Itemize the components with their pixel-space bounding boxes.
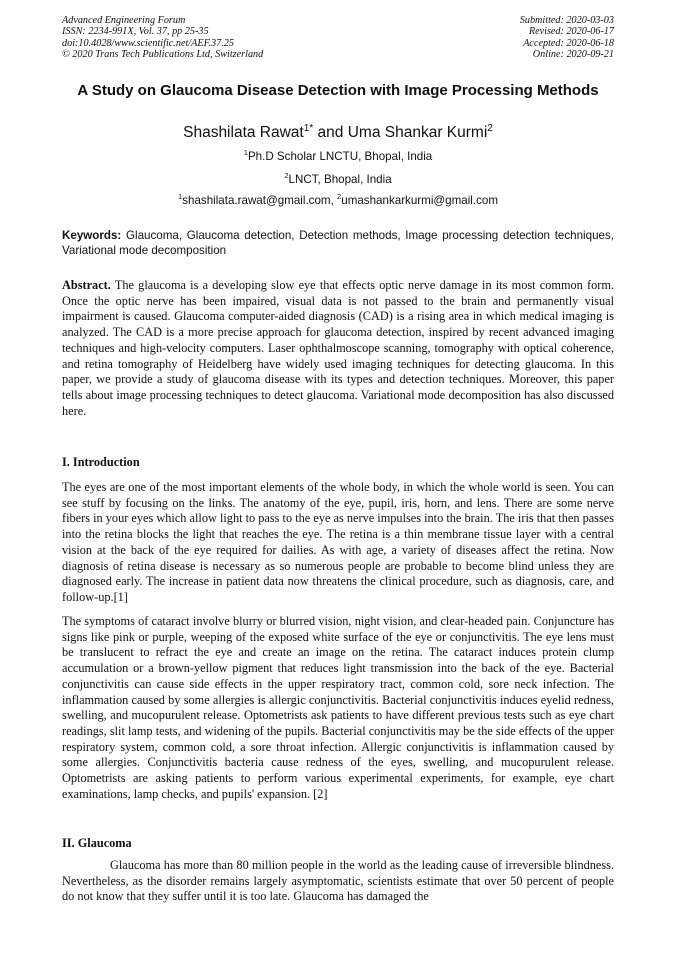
paper-title: A Study on Glaucoma Disease Detection with Image Processing Methods [77, 82, 599, 99]
submitted-date: Submitted: 2020-03-03 [519, 15, 614, 26]
online-date: Online: 2020-09-21 [532, 49, 614, 61]
email-2-marker: 2 [337, 192, 342, 202]
copyright-line: © 2020 Trans Tech Publications Ltd, Switzerland [62, 49, 264, 61]
affiliation-1-marker: 1 [243, 148, 248, 158]
affiliation-1 [62, 150, 614, 164]
affiliation-1-text: Ph.D Scholar LNCTU, Bhopal, India [247, 150, 433, 163]
email-line [62, 194, 614, 208]
affiliation-2-text: LNCT, Bhopal, India [288, 173, 392, 186]
keywords-label: Keywords: [62, 229, 122, 242]
journal-header-left [62, 15, 263, 61]
introduction-paragraph-2: The symptoms of cataract involve blurry or blurred vision, night vision, and clear-headed pain. Conjuncture has signs like pink or purple, weeping of the exposed white surface of the eye or conjunctivitis. The eye lens must be translucent to refract the eye and create an image on the retina. The cataract induces protein clump accumulation or a brown-yellow pigment that reduces light transmission into the back of the eye. Bacterial conjunctivitis can cause side effects in the upper respiratory tract, common cold, sore neck infection. The inflammation caused by some allergies is allergic conjunctivitis. Bacterial conjunctivitis induces eyelid redness, swelling, and mucopurulent release. Optometrists ask patients to have different previous tests such as eye chart readings, slit lamp tests, and widening of the pupils. Bacterial conjunctivitis may be the side effects of the upper respiratory system, common cold, a sore throat infection. Allergic conjunctivitis is inflammation caused by some allergies. Conjunctivitis bacteria cause redness of the eyes, swelling, and mucopurulent release. Optometrists are asking patients to perform various experimental experiments, for example, eye chart examinations, lamp checks, and pupils' expansion. [2] [62, 614, 614, 801]
author-1-marker: 1* [303, 122, 314, 134]
email-1[interactable]: shashilata.rawat@gmail.com [182, 194, 331, 207]
email-2[interactable]: umashankarkurmi@gmail.com [341, 194, 498, 207]
abstract-text: The glaucoma is a developing slow eye that effects optic nerve damage in its most common form. Once the optic nerve has been impaired, visual data is not passed to the brain and permanently visual impairment is caused. Glaucoma computer-aided diagnosis (CAD) is a rising area in which medical imaging is analyzed. The CAD is a more precise approach for glaucoma detection, inspired by recent advanced imaging techniques and high-velocity computers. Laser ophthalmoscope scanning, tomography with optical coherence, and retina tomography of Heidelberg have widely used imaging techniques for detecting glaucoma. In this paper, we provide a study of glaucoma disease with its types and detection techniques. Moreover, this paper tells about image processing techniques to detect glaucoma. Variational mode decomposition has also discussed here. [62, 278, 614, 418]
journal-name: Advanced Engineering Forum [62, 15, 186, 26]
author-2: Uma Shankar Kurmi [347, 124, 488, 141]
introduction-paragraph-1: The eyes are one of the most important elements of the whole body, in which the whole world is seen. You can see stuff by focusing on the links. The anatomy of the eye, pupil, iris, horn, and lens. There are some nerve fibers in your eyes which allow light to pass to the eye as nerve impulses into the brain. The iris that then passes into the retina blocks the light that reaches the eye. The retina is a thin membrane tissue layer with a central vision at the back of the eye required for dailies. As with age, a variety of diseases affect the retina. Now diagnosis of retina disease is necessary as so numerous people are probable to become blind unless they are diagnosed early. The increase in patient data now threatens the clinical procedure, such as diagnosis, care, and follow-up.[1] [62, 480, 614, 604]
issn-line: ISSN: 2234-991X, Vol. 37, pp 25-35 [62, 26, 209, 38]
abstract [62, 278, 614, 419]
email-separator: , [330, 194, 338, 207]
keywords-text: Glaucoma, Glaucoma detection, Detection methods, Image processing detection techniques, Variational mode decomposition [62, 229, 614, 257]
affiliation-2 [62, 173, 614, 187]
section-heading-glaucoma: II. Glaucoma [62, 836, 132, 850]
author-conjunction: and [313, 124, 348, 141]
journal-header-right [520, 15, 614, 61]
section-heading-introduction: I. Introduction [62, 455, 140, 469]
email-1-marker: 1 [178, 192, 183, 202]
doi-line: doi:10.4028/www.scientific.net/AEF.37.25 [62, 37, 234, 49]
author-line [62, 124, 614, 142]
author-2-marker: 2 [487, 122, 493, 134]
author-1: Shashilata Rawat [183, 124, 304, 141]
accepted-date: Accepted: 2020-06-18 [523, 37, 614, 49]
glaucoma-paragraph-1: Glaucoma has more than 80 million people in the world as the leading cause of irreversible blindness. Nevertheless, as the disorder remains largely asymptomatic, scientists estimate that over 50 percent of people do not know that they suffer until it is too late. Glaucoma has damaged the [62, 858, 614, 904]
abstract-label: Abstract. [62, 278, 111, 292]
revised-date: Revised: 2020-06-17 [528, 26, 614, 38]
affiliation-2-marker: 2 [284, 171, 289, 181]
keywords [62, 228, 614, 258]
